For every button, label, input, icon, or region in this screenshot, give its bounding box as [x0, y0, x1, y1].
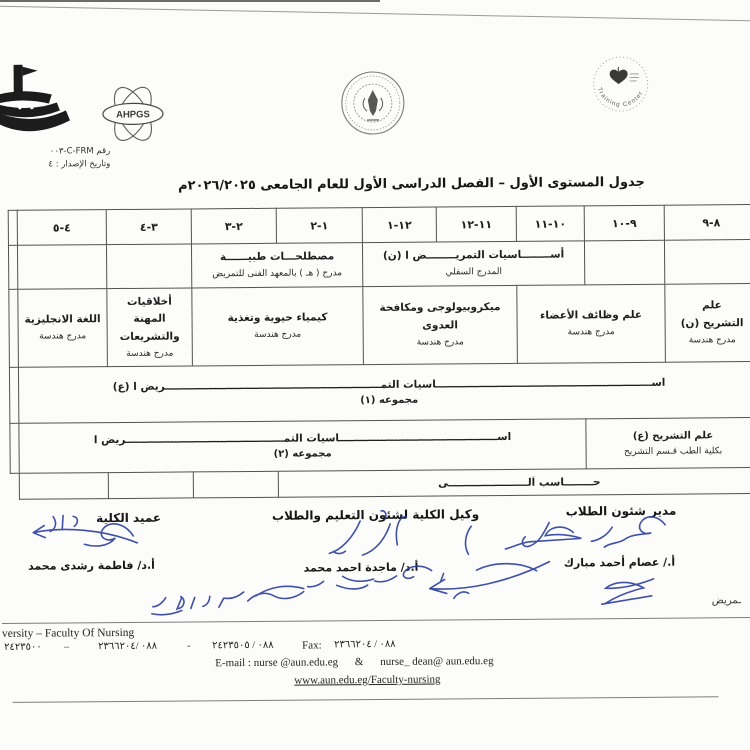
ampersand: &	[354, 656, 364, 669]
time-slot-header: ٣-٤	[106, 209, 191, 245]
time-slot-header: ١٠-١١	[516, 206, 584, 242]
cell-microbiology: ميكروبيولوجى ومكافحة العدوى مدرج هندسة	[363, 285, 518, 364]
student-affairs-name: أ./ عصام أحمد مبارك	[563, 555, 676, 570]
ahpgs-logo-text: AHPGS	[116, 109, 150, 121]
schedule-row-2	[9, 283, 750, 367]
cell-medical-terminology: مصطلحـــات طبيــــــة مدرج ( هـ ) بالمعهد الفنى للتمريض	[191, 243, 362, 288]
signature-student-affairs	[591, 517, 665, 548]
training-center-text: Training Center	[595, 86, 645, 109]
empty-cell	[17, 245, 106, 290]
table-edge-sliver	[19, 473, 108, 500]
email-line	[215, 655, 493, 669]
schedule-row-3	[9, 361, 750, 423]
handwritten-note-word2	[308, 576, 374, 589]
dean-name: أ.د/ فاطمة رشدى محمد	[27, 558, 155, 573]
phone-number: ٠٨٨ /٢٣٦٦٢٠٤	[98, 640, 158, 653]
email-label: E-mail :	[215, 656, 252, 670]
cell-nursing-fundamentals-practical-g1: اســــــــــــــــــــــــــــــــــــــــــــــــــــــــــــاسيات التمــــــــــــــــــــــــــــــــــــــــــــــــــــــــــــريض ا (ع) مجموعه (١)	[18, 361, 750, 423]
form-number: رقم C-FRM-٠٠٣	[49, 146, 111, 157]
time-slot-header: ٤-٥	[17, 210, 106, 246]
time-slot-header: ٢-٣	[191, 208, 276, 244]
phone-number: ٠٨٨ / ٢٤٢٣٥٠٥	[212, 639, 274, 652]
schedule-row-1	[8, 239, 750, 289]
dean-label: عميد الكلية	[96, 510, 162, 526]
table-edge-sliver	[10, 423, 19, 473]
empty-cell	[584, 240, 664, 285]
fax-label: Fax:	[302, 639, 322, 652]
handwritten-note-digits	[153, 596, 224, 610]
signature-dean-digits	[50, 515, 77, 531]
cell-anatomy-practical: علم التشريح (ع) بكلية الطب قـسم التشريح	[586, 417, 750, 468]
schedule-row-5	[10, 467, 750, 499]
phone-number: ٢٤٢٣٥٠٠	[4, 641, 42, 653]
signature-dept-head	[505, 522, 581, 549]
fax-number: ٠٨٨ / ٢٣٦٦٢٠٤	[334, 638, 396, 651]
time-slot-header: ١٢-١	[362, 207, 436, 243]
form-meta	[0, 145, 110, 172]
cell-ethics: أخلاقيات المهنة والتشريعات مدرج هندسة	[107, 288, 193, 367]
empty-cell	[108, 472, 193, 499]
cell-physiology: علم وظائف الأعضاء مدرج هندسة	[517, 284, 666, 363]
table-edge-sliver	[8, 245, 17, 289]
ahpgs-logo	[94, 80, 175, 149]
handwritten-note-word3	[225, 586, 304, 601]
dash: -	[187, 640, 191, 652]
faculty-logo	[0, 54, 108, 150]
training-center-stamp	[589, 54, 654, 119]
form-issue-date: وتاريخ الإصدار : ٤	[48, 159, 111, 170]
website-url: www.aun.edu.eg/Faculty-nursing	[294, 673, 441, 687]
cell-nursing-fundamentals-theory: أســــــــاسيات التمريــــــــض ا (ن) المدرج السفلي	[362, 241, 584, 287]
schedule-row-4	[10, 417, 750, 473]
empty-cell	[106, 244, 191, 289]
signature-dean	[33, 524, 137, 547]
timetable	[8, 204, 750, 500]
cell-anatomy-n: علم التشريح (ن) مدرج هندسة	[665, 283, 750, 362]
vice-dean-name: أ.د/ ماجدة احمد محمد	[303, 560, 419, 575]
table-edge-sliver	[9, 367, 18, 423]
signature-paren-mark	[465, 526, 471, 554]
student-affairs-label: مدير شئون الطلاب	[565, 503, 677, 519]
email-address: nurse @aun.edu.eg	[253, 656, 339, 669]
time-header-row	[8, 204, 750, 245]
table-edge-sliver	[9, 289, 19, 367]
time-slot-header: ٩-١٠	[584, 205, 664, 241]
footer-divider-bottom	[13, 696, 719, 703]
svg-text:Training Center	[596, 86, 645, 108]
cell-english: اللغة الانجليزية مدرج هندسة	[18, 289, 108, 368]
cell-biochemistry: كيمياء حيوية وتغذية مدرج هندسة	[192, 287, 364, 366]
time-slot-header: ١١-١٢	[436, 206, 516, 242]
handwritten-note-tail	[152, 611, 182, 615]
quality-authority-stamp	[335, 68, 414, 141]
time-slot-header: ٨-٩	[664, 204, 750, 240]
signature-arrow-flourish	[429, 562, 549, 594]
signature-small-marks	[441, 573, 469, 598]
signature-student-affairs-flourish	[602, 579, 654, 604]
time-slot-header: ١-٢	[276, 208, 362, 244]
cell-nursing-fundamentals-practical-g2: اســــــــــــــــــــــــــــــــــــــــــــاسيات التمــــــــــــــــــــــــــــــــــــــــــــريض ا مجموعه (٢)	[19, 419, 586, 473]
footer-divider-top	[2, 617, 750, 624]
table-edge-sliver	[8, 210, 17, 245]
document-title: جدول المستوى الأول – الفصل الدراسى الأول للعام الجامعى ٢٠٢٦/٢٠٢٥م	[178, 174, 645, 194]
email-address: nurse_ dean@ aun.edu.eg	[380, 655, 494, 668]
dash: –	[64, 641, 70, 653]
faculty-name-english: versity – Faculty Of Nursing	[1, 626, 135, 640]
empty-cell	[193, 471, 278, 498]
cropped-letterhead-fragment: ـمريض	[711, 595, 742, 607]
vice-dean-label: وكيل الكلية لشئون التعليم والطلاب	[271, 507, 480, 523]
cell-computer: حــــــــاسب آلــــــــــــــــــــــى	[278, 467, 750, 497]
empty-cell	[664, 239, 750, 284]
